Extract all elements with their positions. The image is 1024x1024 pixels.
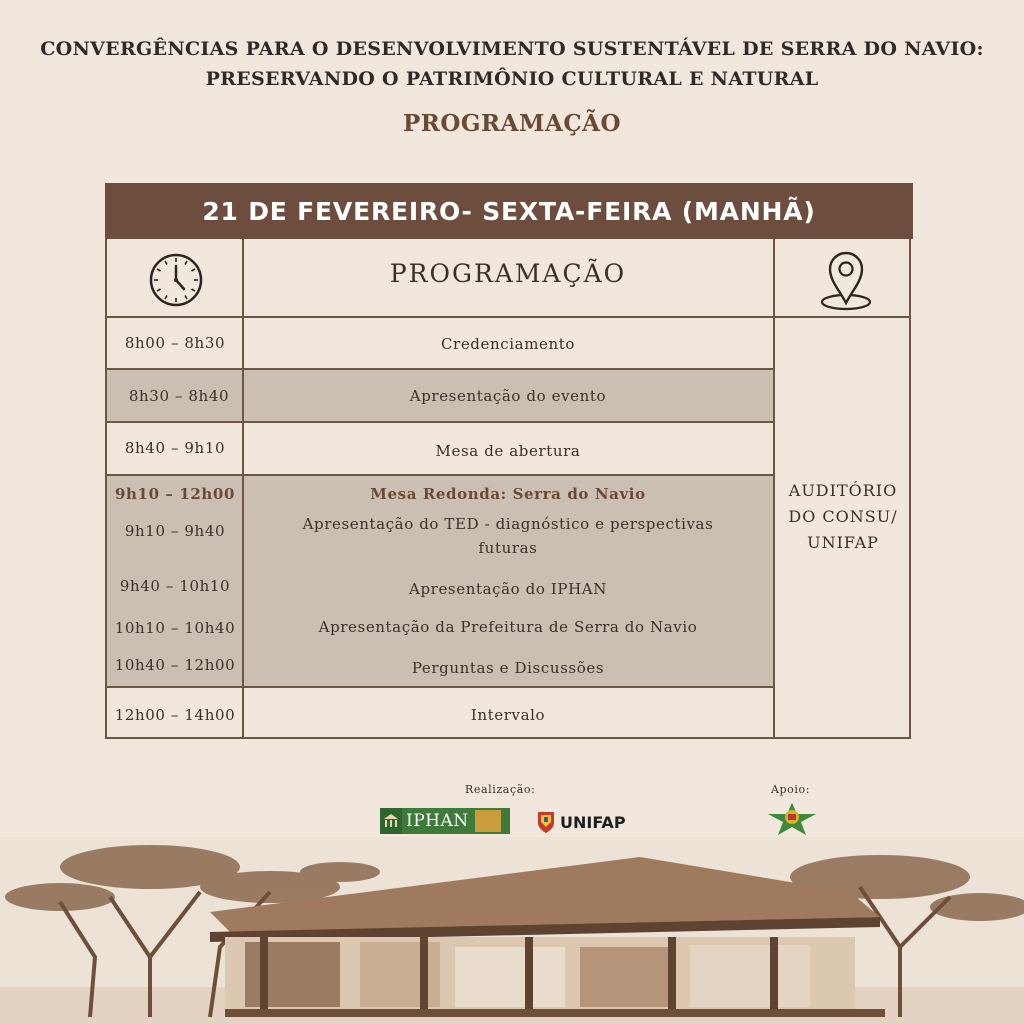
venue-line: UNIFAP [807,533,879,552]
clock-icon [148,252,204,308]
sepia-house-illustration [0,837,1024,1024]
activity-cell: Apresentação da Prefeitura de Serra do Navio [318,618,698,636]
support-emblem-icon [766,801,818,837]
activity-cell: Apresentação do evento [409,387,607,405]
day-header-bar: 21 DE FEVEREIRO- SEXTA-FEIRA (MANHÃ) [105,183,913,239]
realizacao-label: Realização: [465,783,536,796]
row-divider [107,368,775,370]
venue-line: AUDITÓRIO [788,481,898,500]
iphan-logo-seal [475,810,501,832]
header-row-divider [107,316,909,318]
location-pin-icon [818,247,874,313]
row-divider [107,686,775,688]
unifap-logo-text: UNIFAP [560,812,626,832]
event-title-line-1: CONVERGÊNCIAS PARA O DESENVOLVIMENTO SUSTENTÁVEL DE SERRA DO NAVIO: [40,38,984,60]
time-cell: 10h40 – 12h00 [114,656,236,674]
apoio-label: Apoio: [771,783,811,796]
page-subtitle: PROGRAMAÇÃO [402,110,622,137]
schedule-table [105,183,911,739]
activity-cell: futuras [478,539,538,557]
iphan-building-icon [380,808,402,834]
activity-cell: Perguntas e Discussões [411,659,605,677]
iphan-logo-text: IPHAN [406,811,469,831]
time-cell: 10h10 – 10h40 [114,619,236,637]
activity-cell-mesa-redonda: Mesa Redonda: Serra do Navio [370,485,646,503]
row-divider [107,474,775,476]
event-title-line-2: PRESERVANDO O PATRIMÔNIO CULTURAL E NATURAL [205,68,819,90]
activity-cell: Apresentação do IPHAN [409,580,607,598]
activity-cell: Mesa de abertura [435,442,581,460]
unifap-logo [536,808,626,836]
time-cell: 12h00 – 14h00 [114,706,236,724]
time-cell: 8h00 – 8h30 [124,334,226,352]
column-header-programacao: PROGRAMAÇÃO [389,259,627,288]
time-cell: 9h40 – 10h10 [119,577,231,595]
unifap-crest-icon [536,809,556,835]
time-cell-mesa-redonda: 9h10 – 12h00 [114,485,235,503]
iphan-logo [380,808,510,834]
venue-cell [775,478,911,556]
time-cell: 9h10 – 9h40 [124,522,226,540]
activity-cell: Apresentação do TED - diagnóstico e perspectivas [302,515,714,533]
venue-line: DO CONSU/ [788,507,898,526]
row-divider [107,421,775,423]
time-cell: 8h40 – 9h10 [124,439,226,457]
activity-cell: Intervalo [470,706,546,724]
time-cell: 8h30 – 8h40 [128,387,230,405]
activity-cell: Credenciamento [440,335,576,353]
